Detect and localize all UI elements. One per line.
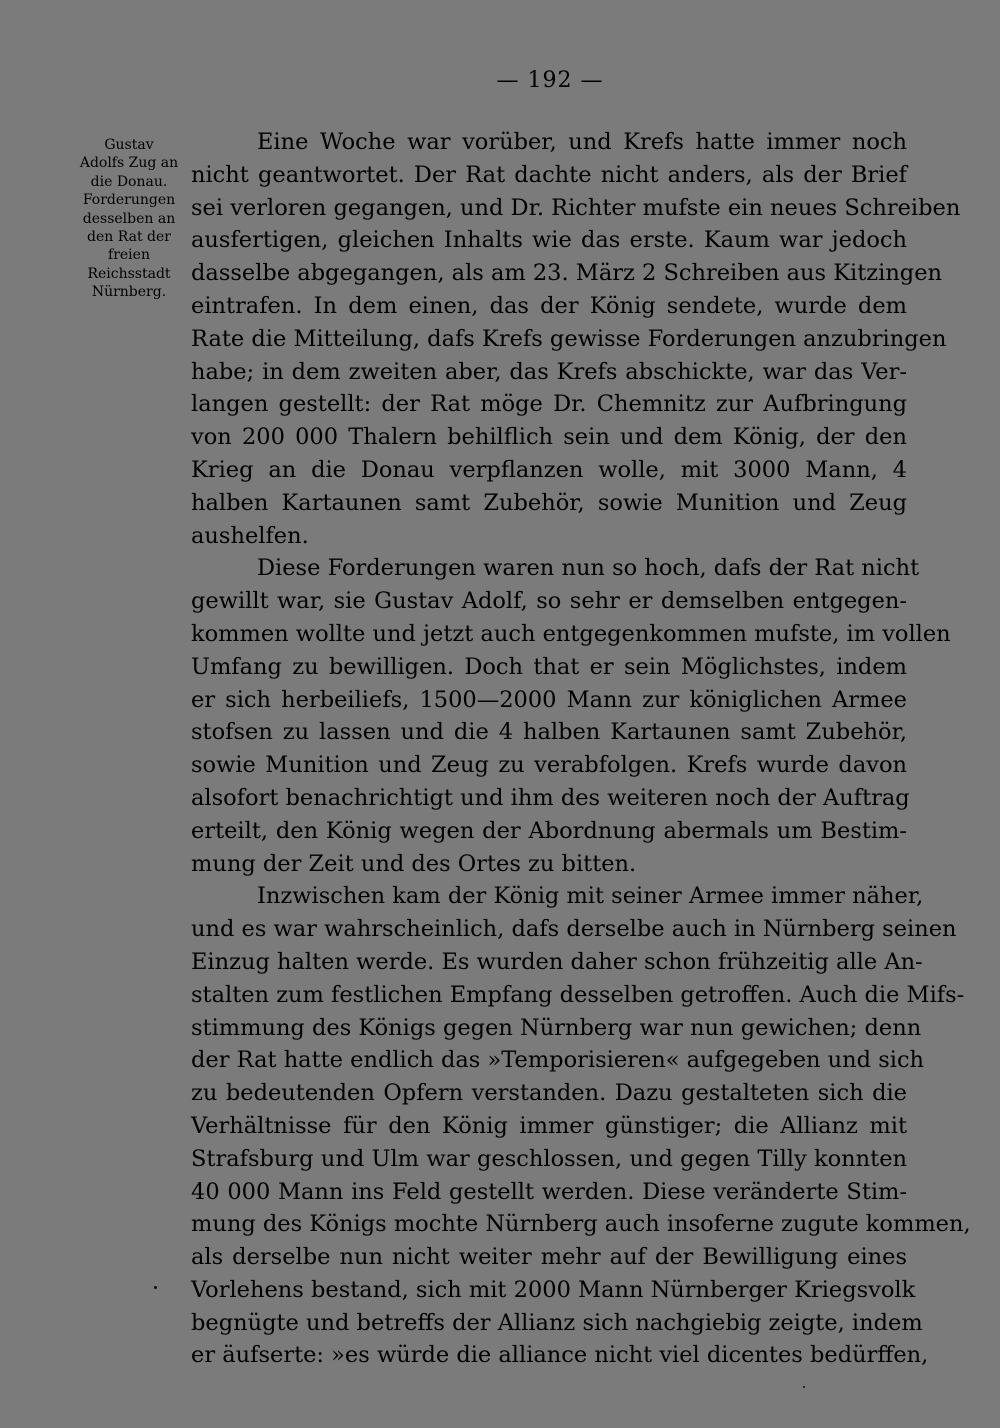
margin-note-line: den Rat der [87, 229, 171, 246]
margin-note-line: die Donau. [90, 173, 168, 190]
text-line: er sich herbeiliefs, 1500—2000 Mann zur königlichen Armee [191, 686, 907, 713]
text-line: sei verloren gegangen, und Dr. Richter mufste ein neues Schreiben [191, 194, 961, 221]
text-line: der Rat hatte endlich das »Temporisieren« aufgegeben und sich [191, 1047, 925, 1074]
text-line: mung der Zeit und des Ortes zu bitten. [191, 850, 637, 877]
text-line: aushelfen. [191, 522, 309, 549]
text-line: habe; in dem zweiten aber, das Krefs abschickte, war das Ver- [191, 358, 907, 385]
margin-note-line: Nürnberg. [91, 284, 167, 301]
text-line: stofsen zu lassen und die 4 halben Kartaunen samt Zubehör, [191, 719, 907, 746]
text-line: Verhältnisse für den König immer günstiger; die Allianz mit [191, 1112, 907, 1139]
text-line: erteilt, den König wegen der Abordnung abermals um Bestim- [191, 817, 907, 844]
text-line: 40 000 Mann ins Feld gestellt werden. Diese veränderte Stim- [191, 1178, 907, 1205]
text-line: Vorlehens bestand, sich mit 2000 Mann Nürnberger Kriegsvolk [191, 1276, 916, 1303]
text-line: halben Kartaunen samt Zubehör, sowie Munition und Zeug [191, 489, 907, 516]
margin-note-line: desselben an [82, 210, 176, 227]
text-line: mung des Königs mochte Nürnberg auch insoferne zugute kommen, [191, 1211, 971, 1238]
text-line: langen gestellt: der Rat möge Dr. Chemnitz zur Aufbringung [191, 391, 907, 418]
text-line: dasselbe abgegangen, als am 23. März 2 Schreiben aus Kitzingen [191, 260, 943, 287]
text-line: Inzwischen kam der König mit seiner Armee immer näher, [257, 883, 924, 910]
text-line: von 200 000 Thalern behilflich sein und dem König, der den [191, 424, 907, 451]
text-line: alsofort benachrichtigt und ihm des weiteren noch der Auftrag [191, 784, 910, 811]
text-line: ausfertigen, gleichen Inhalts wie das erste. Kaum war jedoch [191, 227, 907, 254]
text-line: gewillt war, sie Gustav Adolf, so sehr er demselben entgegen- [191, 588, 907, 615]
text-line: begnügte und betreffs der Allianz sich nachgiebig zeigte, indem [191, 1309, 923, 1336]
text-line: Eine Woche war vorüber, und Krefs hatte immer noch [257, 129, 907, 155]
margin-note [76, 136, 182, 302]
text-line: Rate die Mitteilung, dafs Krefs gewisse Forderungen anzubringen [191, 325, 947, 352]
text-line: Strafsburg und Ulm war geschlossen, und gegen Tilly konnten [191, 1145, 907, 1172]
margin-note-line: Reichsstadt [87, 265, 171, 282]
text-line: und es war wahrscheinlich, dafs derselbe auch in Nürnberg seinen [191, 916, 957, 943]
margin-note-line: Forderungen [82, 192, 176, 209]
text-line: Umfang zu bewilligen. Doch that er sein Möglichstes, indem [191, 653, 907, 680]
margin-note-line: freien [108, 247, 150, 264]
text-line: als derselbe nun nicht weiter mehr auf der Bewilligung eines [191, 1244, 907, 1271]
text-line: Krieg an die Donau verpflanzen wolle, mit 3000 Mann, 4 [191, 456, 907, 483]
margin-note-line: Gustav [104, 137, 154, 153]
text-line: sowie Munition und Zeug zu verabfolgen. Krefs wurde davon [191, 752, 907, 779]
body-text [191, 126, 971, 1372]
scan-speck [154, 1286, 157, 1289]
text-line: zu bedeutenden Opfern verstanden. Dazu gestalteten sich die [191, 1080, 907, 1107]
text-line: stimmung des Königs gegen Nürnberg war nun gewichen; denn [191, 1014, 922, 1041]
text-line: kommen wollte und jetzt auch entgegenkommen mufste, im vollen [191, 620, 951, 647]
text-line: stalten zum festlichen Empfang desselben getroffen. Auch die Mifs- [191, 981, 965, 1008]
text-line: Diese Forderungen waren nun so hoch, dafs der Rat nicht [257, 555, 920, 582]
text-line: eintrafen. In dem einen, das der König sendete, wurde dem [191, 292, 907, 319]
scan-speck [803, 1386, 805, 1388]
text-line: Einzug halten werde. Es wurden daher schon frühzeitig alle An- [191, 948, 923, 975]
text-line: er äufserte: »es würde die alliance nicht viel dicentes bedürffen, [191, 1342, 929, 1369]
page-number: — 192 — [496, 68, 604, 93]
text-line: nicht geantwortet. Der Rat dachte nicht anders, als der Brief [191, 161, 907, 188]
margin-note-line: Adolfs Zug an [79, 155, 179, 172]
